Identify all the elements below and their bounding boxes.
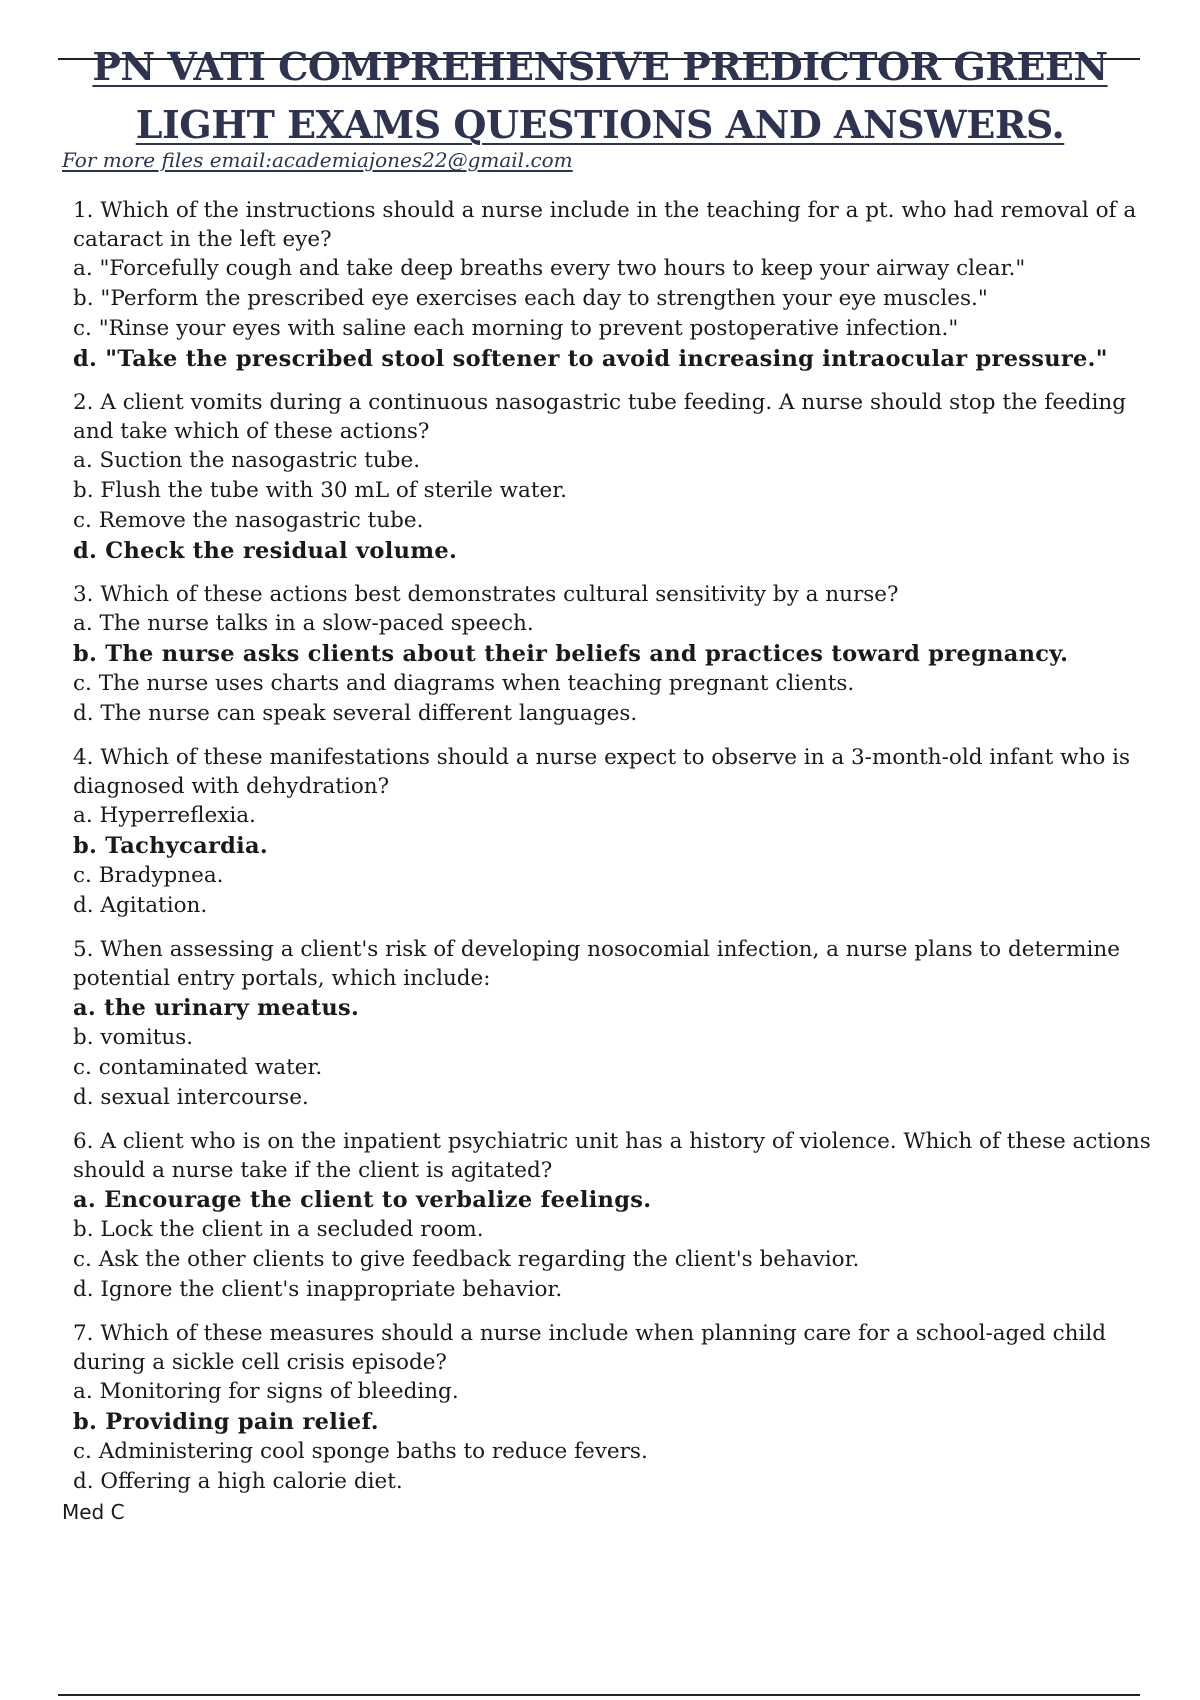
answer-option: b. Lock the client in a secluded room.	[73, 1217, 484, 1242]
question-number: 3.	[73, 582, 94, 607]
question-block	[73, 196, 1153, 374]
answer-option: b. vomitus.	[73, 1025, 194, 1050]
answer-option: d. Agitation.	[73, 893, 208, 918]
question-stem	[73, 935, 1153, 993]
question-text: Which of the instructions should a nurse include in the teaching for a pt. who had removal of a cataract in the left eye?	[73, 198, 1137, 252]
email-note: For more files email:academiajones22@gmail.com	[62, 148, 573, 172]
answer-option: c. "Rinse your eyes with saline each morning to prevent postoperative infection."	[73, 316, 959, 341]
question-number: 5.	[73, 937, 94, 962]
answer-option: c. The nurse uses charts and diagrams when teaching pregnant clients.	[73, 671, 855, 696]
answer-option: d. Offering a high calorie diet.	[73, 1469, 403, 1494]
answer-option: c. Administering cool sponge baths to reduce fevers.	[73, 1439, 648, 1464]
answer-option-correct: b. The nurse asks clients about their beliefs and practices toward pregnancy.	[73, 641, 1069, 667]
question-block	[73, 1127, 1153, 1305]
title-line-2: LIGHT EXAMS QUESTIONS AND ANSWERS.	[135, 102, 1065, 147]
question-number: 1.	[73, 198, 94, 223]
question-block	[73, 1319, 1153, 1497]
question-stem	[73, 1127, 1153, 1185]
answer-option: c. Bradypnea.	[73, 863, 224, 888]
question-number: 6.	[73, 1129, 94, 1154]
answer-option: c. contaminated water.	[73, 1055, 323, 1080]
question-text: A client who is on the inpatient psychiatric unit has a history of violence. Which of these actions should a nurse take if the client is agitated?	[73, 1129, 1151, 1183]
answer-option: a. "Forcefully cough and take deep breaths every two hours to keep your airway clear."	[73, 256, 1026, 281]
answer-option: a. Suction the nasogastric tube.	[73, 448, 421, 473]
answer-option-correct: a. Encourage the client to verbalize feelings.	[73, 1187, 652, 1213]
question-text: Which of these actions best demonstrates cultural sensitivity by a nurse?	[100, 582, 899, 607]
answer-option: a. The nurse talks in a slow-paced speech.	[73, 611, 534, 636]
question-text: Which of these measures should a nurse include when planning care for a school-aged child during a sickle cell crisis episode?	[73, 1321, 1107, 1375]
question-text: Which of these manifestations should a nurse expect to observe in a 3-month-old infant who is diagnosed with dehydration?	[73, 745, 1131, 799]
question-list	[73, 196, 1153, 1511]
question-stem	[73, 196, 1153, 254]
answer-option: a. Monitoring for signs of bleeding.	[73, 1379, 459, 1404]
answer-option: d. The nurse can speak several different languages.	[73, 701, 638, 726]
question-number: 7.	[73, 1321, 94, 1346]
question-number: 2.	[73, 390, 94, 415]
answer-option-correct: b. Providing pain relief.	[73, 1409, 379, 1435]
question-block	[73, 580, 1153, 729]
question-text: When assessing a client's risk of developing nosocomial infection, a nurse plans to determine potential entry portals, which include:	[73, 937, 1120, 991]
answer-option: b. Flush the tube with 30 mL of sterile water.	[73, 478, 567, 503]
question-stem	[73, 743, 1153, 801]
answer-option: c. Ask the other clients to give feedback regarding the client's behavior.	[73, 1247, 860, 1272]
question-block	[73, 388, 1153, 566]
question-stem	[73, 388, 1153, 446]
question-stem	[73, 1319, 1153, 1377]
answer-option: c. Remove the nasogastric tube.	[73, 508, 424, 533]
title-line-1: PN VATI COMPREHENSIVE PREDICTOR GREEN	[92, 44, 1108, 89]
page-title	[0, 38, 1200, 154]
bottom-rule	[58, 1694, 1140, 1696]
question-stem	[73, 580, 1153, 609]
question-block	[73, 743, 1153, 921]
footer-note: Med C	[62, 1500, 125, 1524]
answer-option-correct: d. "Take the prescribed stool softener to avoid increasing intraocular pressure."	[73, 346, 1108, 372]
question-text: A client vomits during a continuous nasogastric tube feeding. A nurse should stop the feeding and take which of these actions?	[73, 390, 1127, 444]
answer-option-correct: b. Tachycardia.	[73, 833, 269, 859]
answer-option-correct: a. the urinary meatus.	[73, 995, 360, 1021]
question-number: 4.	[73, 745, 94, 770]
answer-option: d. sexual intercourse.	[73, 1085, 309, 1110]
answer-option: a. Hyperreflexia.	[73, 803, 256, 828]
answer-option-correct: d. Check the residual volume.	[73, 538, 458, 564]
answer-option: b. "Perform the prescribed eye exercises each day to strengthen your eye muscles."	[73, 286, 988, 311]
question-block	[73, 935, 1153, 1113]
answer-option: d. Ignore the client's inappropriate behavior.	[73, 1277, 563, 1302]
